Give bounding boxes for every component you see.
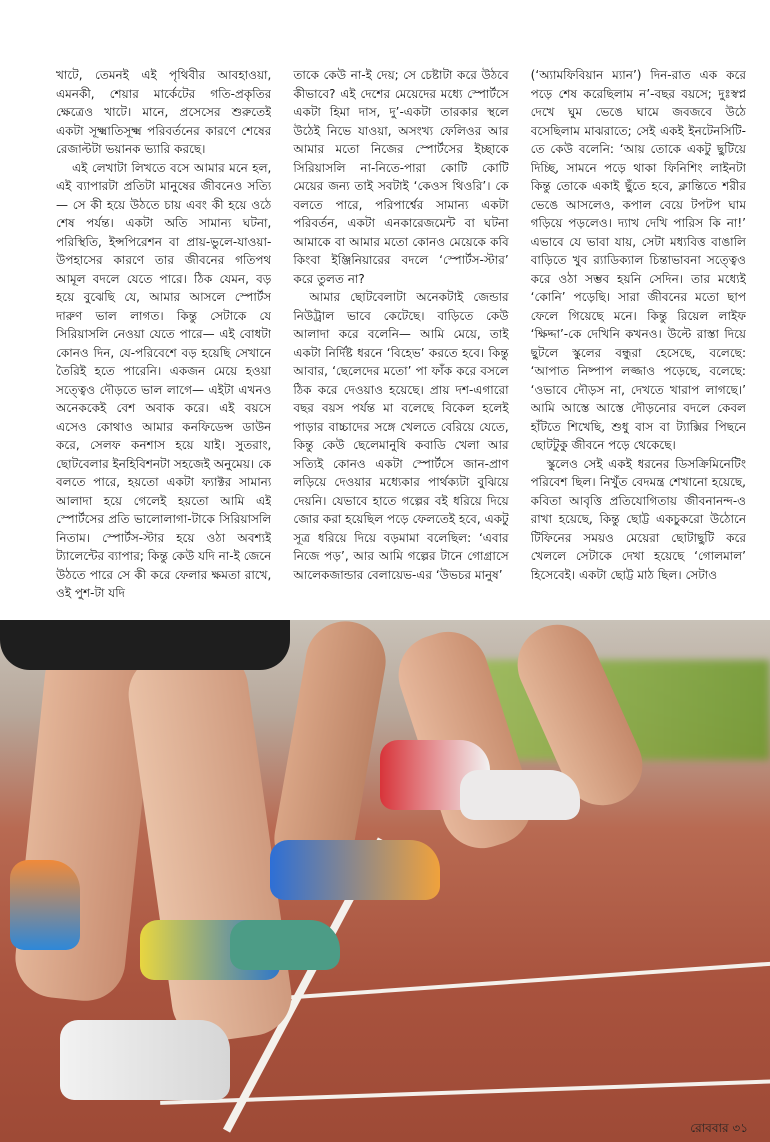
- running-shoe: [270, 840, 440, 900]
- shorts: [0, 620, 290, 670]
- running-shoe: [10, 860, 80, 950]
- runner-leg: [123, 644, 296, 1047]
- running-shoe: [60, 1020, 230, 1100]
- running-shoe: [460, 770, 580, 820]
- text-column-3: [531, 66, 746, 606]
- paragraph: এই লেখাটা লিখতে বসে আমার মনে হল, এই ব্যাপারটা প্রতিটা মানুষের জীবনেও সত্যি— সে কী হয়ে উঠতে চায় এবং কী হয়ে ওঠে শেষ পর্যন্ত। একটা অতি সামান্য ঘটনা, পরিস্থিতি, ইন্সপিরেশন বা প্রায়-ভুলে-যাওয়া-উপহাসের কারণে তার জীবনের গতিপথ আমূল বদলে যেতে পারে। ঠিক যেমন, বড় হয়ে বুঝেছি যে, আমার আসলে স্পোর্টস দারুণ ভাল লাগত। কিন্তু সেটাকে যে সিরিয়াসলি নেওয়া যেতে পারে— এই বোধটা কোনও দিন, যে-পরিবেশে বড় হয়েছি সেখানে তৈরিই হতে পারেনি। একজন মেয়ে হওয়া সত্ত্বেও দৌড়তে ভাল লাগে— এইটা এখনও অনেককেই বেশ অবাক করে। এই বয়সে এসেও কোথাও আমার কনফিডেন্স ডাউন করে, সেলফ কনশাস হয়ে যাই। সুতরাং, ছোটবেলার ইনহিবিশনটা সহজেই অনুমেয়। কে বলতে পারে, হয়তো একটা ফ্যাক্টর সামান্য আলাদা হয়ে গেলেই হয়তো আমি এই স্পোর্টসের প্রতি ভালোলাগা-টাকে সিরিয়াসলি নিতাম। স্পোর্টস-স্টার হয়ে ওঠা অবশ্যই ট্যালেন্টের ব্যাপার; কিন্তু কেউ যদি না-ই জেনে উঠতে পারে সে কী করে ফেলার ক্ষমতা রাখে, ওই পুশ-টা যদি: [56, 160, 272, 600]
- page-number: রোববার ৩১: [690, 1121, 748, 1135]
- paragraph: (‘অ্যামফিবিয়ান ম্যান’) দিন-রাত এক করে পড়ে শেষ করেছিলাম ন’-বছর বয়সে; দুঃস্বপ্ন দেখে ঘুম ভেঙে ঘামে জবজবে উঠে বসেছিলাম মাঝরাতে; সেই একই ইনটেনসিটি-তে কেউ বলেনি: ‘আয় তোকে একটু ছুটিয়ে দিচ্ছি, সামনে পড়ে থাকা ফিনিশিং লাইনটা কিন্তু তোকে একাই ছুঁতে হবে, ক্লান্তিতে শরীর ভেঙে আসলেও, কপাল বেয়ে টপটপ ঘাম গড়িয়ে পড়লেও। দ্যাখ দেখি পারিস কি না!’ এভাবে যে ভাবা যায়, সেটা মধ্যবিত্ত বাঙালি বাড়িতে খুব র‍্যাডিক্যাল চিন্তাভাবনা সত্ত্বেও করে ওঠা সম্ভব হয়নি সেদিন। তার মধ্যেই ‘কোনি’ পড়েছি। সারা জীবনের মতো ছাপ ফেলে গিয়েছে মনে। কিন্তু রিয়েল লাইফ ‘ক্ষিদ্দা’-কে দেখিনি কখনও। উল্টে রাস্তা দিয়ে ছুটলে স্কুলের বন্ধুরা হেসেছে, বলেছে: ‘আপাত নিষ্পাপ লজ্জাও পড়েছে, বলেছে: ‘ওভাবে দৌড়স না, দেখতে খারাপ লাগছে।’ আমি আস্তে আস্তে দৌড়নোর বদলে কেবল হাঁটতে শিখেছি, শুধু বাস বা ট্যাক্সির পিছনে ছোটটুকু জীবনে পড়ে থেকেছে।: [530, 68, 746, 452]
- text-column-2: [293, 66, 508, 606]
- runners-photo: [0, 620, 770, 1142]
- text-column-1: [56, 66, 271, 606]
- article-body: [56, 66, 746, 606]
- paragraph: আমার ছোটবেলাটা অনেকটাই জেন্ডার নিউট্রাল ভাবে কেটেছে। বাড়িতে কেউ আলাদা করে বলেনি— আমি মেয়ে, তাই একটা নির্দিষ্ট ধরনে ‘বিহেভ’ করতে হবে। কিন্তু আবার, ‘ছেলেদের মতো’ পা ফাঁক করে বসলে ঠিক করে দেওয়াও হয়েছে। প্রায় দশ-এগারো বছর বয়স পর্যন্ত মা বলেছে বিকেল হলেই পাড়ার বাচ্চাদের সঙ্গে খেলতে বেরিয়ে যেতে, কিন্তু কেউ ছেলেমানুষি কবাডি খেলা আর সত্যিই কোনও একটা স্পোর্টসে জান-প্রাণ লড়িয়ে দেওয়ার মধ্যেকার পার্থক্যটা বুঝিয়ে দেয়নি। যেভাবে হাতে গল্পের বই ধরিয়ে দিয়ে জোর করা হয়েছিল পড়ে ফেলতেই হবে, একটু সূত্র ধরিয়ে দিয়ে বড়মামা বলেছিল: ‘এবার নিজে পড়’, আর আমি গল্পের টানে গোগ্রাসে আলেকজান্ডার বেলায়েভ-এর ‘উভচর মানুষ’: [293, 290, 509, 582]
- paragraph: স্কুলেও সেই একই ধরনের ডিসক্রিমিনেটিং পরিবেশ ছিল। নিখুঁত বেদমন্ত্র শেখানো হয়েছে, কবিতা আবৃত্তি প্রতিযোগিতায় জীবনানন্দ-ও রাখা হয়েছে, কিন্তু ছোট্ট একচুকরো উঠোনে টিফিনের সময়ও মেয়েরা ছোটাছুটি করে খেললে সেটাকে দেখা হয়েছে ‘গোলমাল’ হিসেবেই। একটা ছোট্ট মাঠ ছিল। সেটাও: [530, 456, 746, 582]
- paragraph: খাটে, তেমনই এই পৃথিবীর আবহাওয়া, এমনকী, শেয়ার মার্কেটের গতি-প্রকৃতির ক্ষেত্রেও খাটে। মানে, প্রসেসের শুরুতেই একটা সূক্ষ্মাতিসূক্ষ্ম পরিবর্তনের কারণে শেষের রেজাল্টটা ভয়ানক ভ্যারি করছে।: [56, 68, 272, 156]
- running-shoe: [230, 920, 340, 970]
- paragraph: তাকে কেউ না-ই দেয়; সে চেষ্টাটা করে উঠবে কীভাবে? এই দেশের মেয়েদের মধ্যে স্পোর্টসে একটা হিমা দাস, দু’-একটা তারকার স্থলে উঠেই নিভে যাওয়া, অসংখ্য ফেলিওর আর আমার মতো নিজের স্পোর্টসের ইচ্ছাকে সিরিয়াসলি না-নিতে-পারা কোটি কোটি মেয়ের জন্য তাই সবটাই ‘কেওস থিওরি’। কে বলতে পারে, পরিপার্শ্বের সামান্য একটা পরিবর্তন, একটা এনকারেজমেন্ট বা ঘটনা আমাকে বা আমার মতো কোনও মেয়েকে কবি কিংবা ইঞ্জিনিয়ারের বদলে ‘স্পোর্টস-স্টার’ করে তুলত না?: [293, 68, 509, 286]
